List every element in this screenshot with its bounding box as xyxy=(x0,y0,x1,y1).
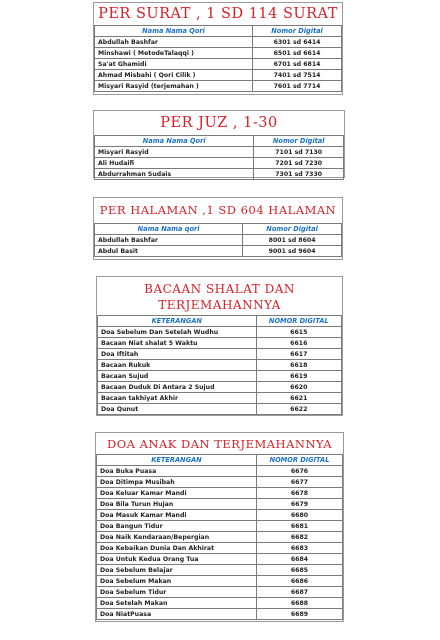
column-header-qori: Nama Nama Qori xyxy=(95,26,253,37)
column-header-nomor: NOMOR DIGITAL xyxy=(256,316,341,327)
row-code: 6676 xyxy=(256,466,342,477)
table-row xyxy=(95,169,344,180)
table-row xyxy=(95,48,342,59)
row-name: Doa Ditimpa Musibah xyxy=(97,477,257,488)
row-name: Doa Untuk Kedua Orang Tua xyxy=(97,554,257,565)
table-row xyxy=(97,477,343,488)
table-row xyxy=(98,382,342,393)
row-code: 6618 xyxy=(256,360,341,371)
row-code: 6677 xyxy=(256,477,342,488)
row-name: Doa Keluar Kamar Mandi xyxy=(97,488,257,499)
column-header-qori: Nama Nama Qori xyxy=(95,136,254,147)
row-code: 6684 xyxy=(256,554,342,565)
column-header-keterangan: KETERANGAN xyxy=(98,316,257,327)
table-row xyxy=(97,576,343,587)
row-name: Abdullah Bashfar xyxy=(95,235,243,246)
table-row xyxy=(98,338,342,349)
row-code: 6678 xyxy=(256,488,342,499)
row-name: Minshawi ( MetodeTalaqqi ) xyxy=(95,48,253,59)
row-name: Sa'at Ghamidi xyxy=(95,59,253,70)
row-code: 6682 xyxy=(256,532,342,543)
row-name: Misyari Rasyid xyxy=(95,147,254,158)
row-name: Doa Sebelum Tidur xyxy=(97,587,257,598)
doa-table xyxy=(96,454,343,620)
row-code: 6686 xyxy=(256,576,342,587)
section-per-juz xyxy=(93,110,345,178)
table-row xyxy=(95,81,342,92)
table-row xyxy=(97,499,343,510)
table-row xyxy=(98,393,342,404)
row-code: 6621 xyxy=(256,393,341,404)
row-code: 9001 sd 9604 xyxy=(243,246,342,257)
table-row xyxy=(97,543,343,554)
row-code: 8001 sd 8604 xyxy=(243,235,342,246)
row-code: 6622 xyxy=(256,404,341,415)
section-title: PER HALAMAN ,1 SD 604 HALAMAN xyxy=(99,203,337,217)
row-name: Doa Iftitah xyxy=(98,349,257,360)
table-row xyxy=(97,488,343,499)
row-name: Doa NiatPuasa xyxy=(97,609,257,620)
column-header-nomor: Nomor Digital xyxy=(253,26,342,37)
table-row xyxy=(95,235,342,246)
row-name: Doa Buka Puasa xyxy=(97,466,257,477)
table-row xyxy=(98,360,342,371)
table-header-row xyxy=(95,224,342,235)
table-row xyxy=(98,404,342,415)
row-name: Doa Qunut xyxy=(98,404,257,415)
row-name: Abdul Basit xyxy=(95,246,243,257)
qori-table xyxy=(94,223,342,257)
row-code: 6619 xyxy=(256,371,341,382)
table-row xyxy=(97,510,343,521)
table-header-row xyxy=(98,316,342,327)
row-code: 7301 sd 7330 xyxy=(254,169,344,180)
section-title-line1: BACAAN SHALAT DAN xyxy=(144,282,295,296)
row-name: Bacaan Sujud xyxy=(98,371,257,382)
section-title: DOA ANAK DAN TERJEMAHANNYA xyxy=(106,437,333,451)
row-name: Abdullah Bashfar xyxy=(95,37,253,48)
table-row xyxy=(95,158,344,169)
row-name: Doa Bangun Tidur xyxy=(97,521,257,532)
qori-table xyxy=(94,25,342,92)
column-header-keterangan: KETERANGAN xyxy=(97,455,257,466)
row-code: 7601 sd 7714 xyxy=(253,81,342,92)
section-title: PER JUZ , 1-30 xyxy=(160,115,278,131)
table-row xyxy=(95,246,342,257)
table-row xyxy=(97,532,343,543)
column-header-nomor: NOMOR DIGITAL xyxy=(256,455,342,466)
row-code: 6687 xyxy=(256,587,342,598)
table-header-row xyxy=(95,136,344,147)
column-header-qori: Nama Nama qori xyxy=(95,224,243,235)
row-name: Doa Sebelum Belajar xyxy=(97,565,257,576)
table-row xyxy=(95,59,342,70)
table-row xyxy=(98,371,342,382)
table-row xyxy=(97,598,343,609)
row-name: Doa Sebelum Makan xyxy=(97,576,257,587)
section-doa-anak xyxy=(95,432,344,622)
row-code: 7201 sd 7230 xyxy=(254,158,344,169)
row-name: Ali Hudaifi xyxy=(95,158,254,169)
row-code: 7101 sd 7130 xyxy=(254,147,344,158)
row-code: 6689 xyxy=(256,609,342,620)
row-code: 7401 sd 7514 xyxy=(253,70,342,81)
row-name: Doa Naik Kendaraan/Bepergian xyxy=(97,532,257,543)
table-row xyxy=(97,521,343,532)
row-name: Doa Masuk Kamar Mandi xyxy=(97,510,257,521)
row-code: 6683 xyxy=(256,543,342,554)
row-name: Bacaan Rukuk xyxy=(98,360,257,371)
row-code: 6616 xyxy=(256,338,341,349)
row-code: 6685 xyxy=(256,565,342,576)
section-bacaan-shalat xyxy=(96,276,343,416)
table-header-row xyxy=(97,455,343,466)
doa-table xyxy=(97,315,342,415)
row-code: 6680 xyxy=(256,510,342,521)
table-header-row xyxy=(95,26,342,37)
row-name: Doa Kebaikan Dunia Dan Akhirat xyxy=(97,543,257,554)
table-row xyxy=(97,609,343,620)
row-name: Ahmad Misbahi ( Qori Cilik ) xyxy=(95,70,253,81)
row-code: 6615 xyxy=(256,327,341,338)
table-row xyxy=(97,587,343,598)
qori-table xyxy=(94,135,344,180)
table-row xyxy=(95,37,342,48)
section-title: PER SURAT , 1 SD 114 SURAT xyxy=(98,6,338,22)
row-name: Doa Setelah Makan xyxy=(97,598,257,609)
row-code: 6679 xyxy=(256,499,342,510)
row-name: Abdurrahman Sudais xyxy=(95,169,254,180)
table-row xyxy=(97,554,343,565)
row-code: 6301 sd 6414 xyxy=(253,37,342,48)
row-code: 6620 xyxy=(256,382,341,393)
table-row xyxy=(95,70,342,81)
row-code: 6688 xyxy=(256,598,342,609)
section-per-surat xyxy=(93,2,343,95)
section-per-halaman xyxy=(93,197,343,260)
row-code: 6501 sd 6614 xyxy=(253,48,342,59)
row-name: Doa Sebelum Dan Setelah Wudhu xyxy=(98,327,257,338)
section-title-line2: TERJEMAHANNYA xyxy=(158,298,281,312)
row-code: 6701 sd 6814 xyxy=(253,59,342,70)
column-header-nomor: Nomor Digital xyxy=(254,136,344,147)
table-row xyxy=(98,349,342,360)
row-code: 6681 xyxy=(256,521,342,532)
row-name: Bacaan takhiyat Akhir xyxy=(98,393,257,404)
row-name: Bacaan Duduk Di Antara 2 Sujud xyxy=(98,382,257,393)
table-row xyxy=(98,327,342,338)
row-name: Bacaan Niat shalat 5 Waktu xyxy=(98,338,257,349)
table-row xyxy=(95,147,344,158)
row-code: 6617 xyxy=(256,349,341,360)
row-name: Doa Bila Turun Hujan xyxy=(97,499,257,510)
table-row xyxy=(97,565,343,576)
row-name: Misyari Rasyid (terjemahan ) xyxy=(95,81,253,92)
table-row xyxy=(97,466,343,477)
column-header-nomor: Nomor Digital xyxy=(243,224,342,235)
